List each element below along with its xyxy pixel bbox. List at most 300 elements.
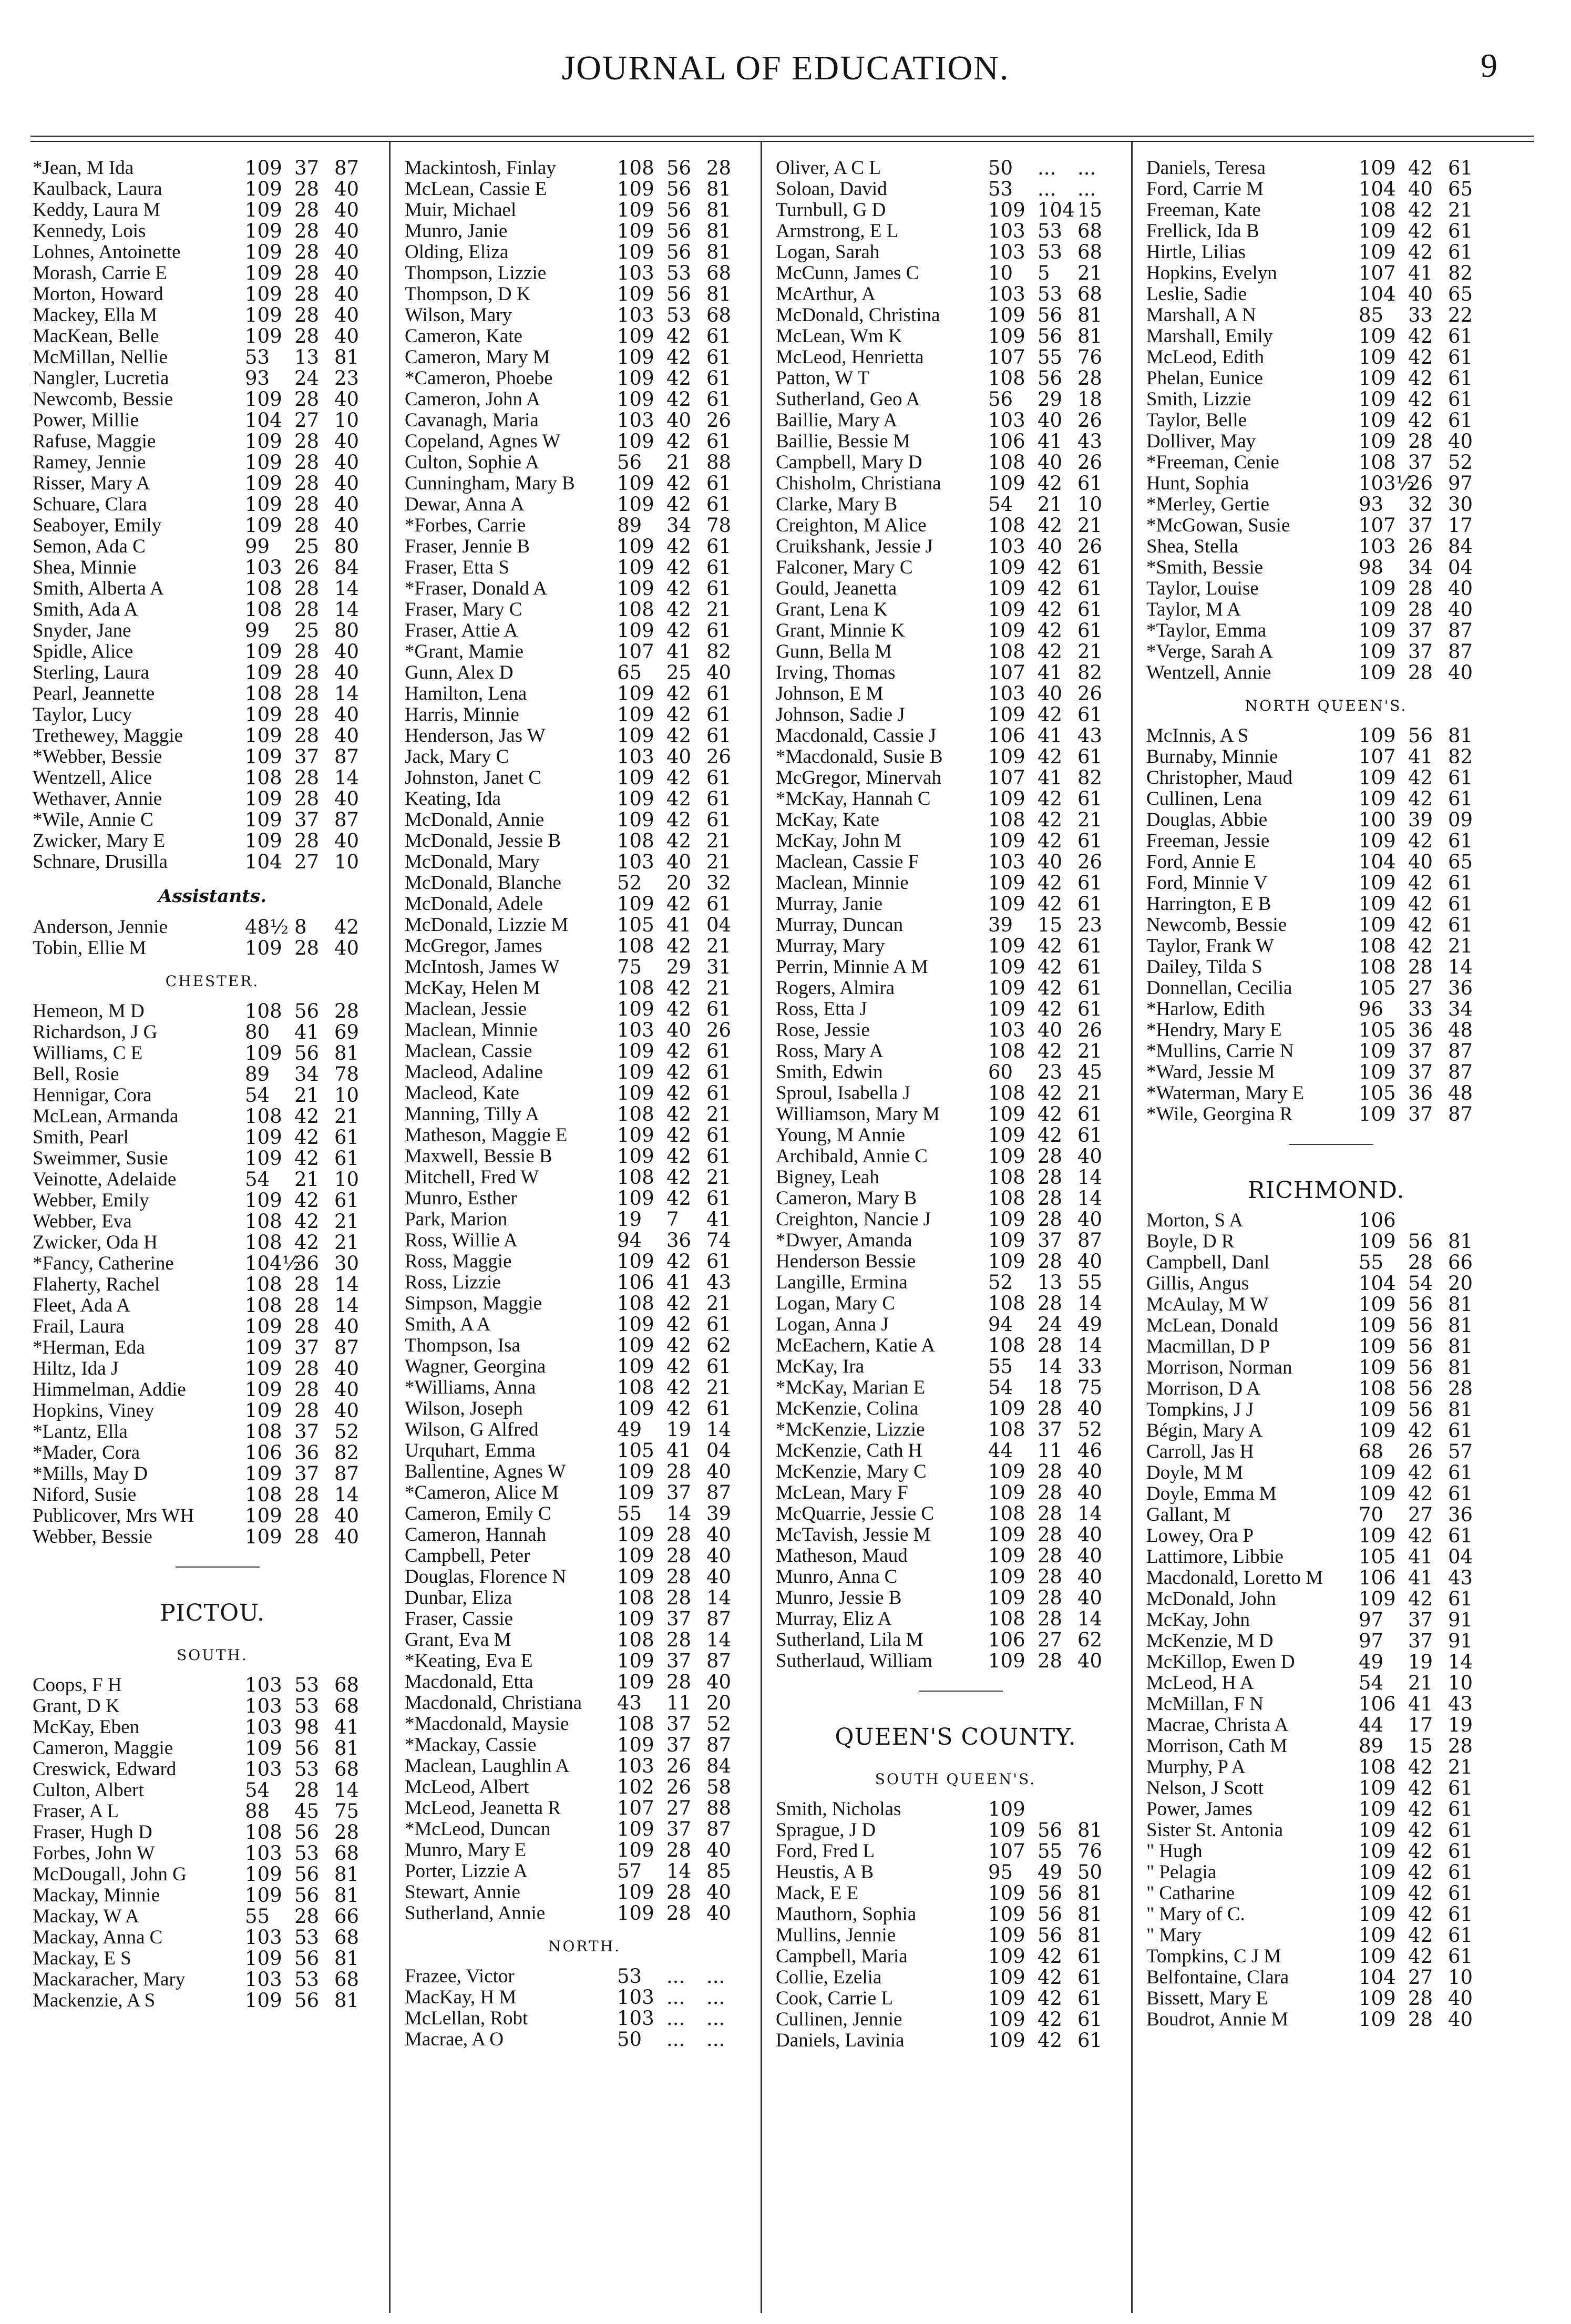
grant-dollars: 37 <box>1408 451 1433 474</box>
list-item <box>23 1906 402 1927</box>
days-taught: 109 <box>988 556 1025 579</box>
list-item <box>395 1314 774 1335</box>
teacher-name: Macdonald, Cassie J <box>776 725 937 746</box>
grant-dollars: 42 <box>1038 893 1063 915</box>
grant-dollars: 42 <box>666 1166 692 1189</box>
list-item <box>395 915 774 936</box>
grant-cents: 82 <box>1448 262 1473 284</box>
days-taught: 109 <box>988 830 1025 852</box>
days-taught: 109 <box>1359 1798 1396 1820</box>
grant-cents: 87 <box>334 1462 360 1485</box>
list-item <box>766 789 1145 810</box>
grant-cents: 61 <box>706 1061 732 1083</box>
list-item <box>766 1883 1145 1904</box>
days-taught: 94 <box>988 1313 1013 1336</box>
days-taught: 109 <box>245 1357 282 1380</box>
teacher-name: McArthur, A <box>776 283 876 305</box>
grant-dollars: 40 <box>1038 409 1063 432</box>
grant-cents: 87 <box>1448 1061 1473 1083</box>
grant-dollars: 42 <box>1408 1945 1433 1968</box>
teacher-name: Pearl, Jeannette <box>33 683 155 704</box>
list-item <box>23 1379 402 1400</box>
grant-dollars: 37 <box>1408 640 1433 663</box>
teacher-name: Donnellan, Cecilia <box>1146 977 1292 999</box>
teacher-name: Kennedy, Lois <box>33 220 146 242</box>
teacher-name: Mullins, Jennie <box>776 1924 896 1946</box>
grant-dollars: 28 <box>294 514 320 537</box>
grant-cents: 88 <box>706 1797 732 1819</box>
grant-cents: 61 <box>1448 325 1473 347</box>
grant-cents: 61 <box>334 1189 360 1212</box>
grant-dollars: 18 <box>1038 1376 1063 1399</box>
list-item <box>1137 1946 1515 1967</box>
grant-dollars: 42 <box>1408 1903 1433 1926</box>
grant-dollars: 28 <box>294 682 320 705</box>
list-item <box>766 1482 1145 1503</box>
grant-dollars: 28 <box>294 640 320 663</box>
teacher-name: Mackay, Anna C <box>33 1927 163 1948</box>
teacher-name: *Lantz, Ella <box>33 1421 128 1442</box>
days-taught: 103 <box>617 409 654 432</box>
teacher-name: Bell, Rosie <box>33 1063 119 1085</box>
grant-dollars: 28 <box>666 1565 692 1588</box>
list-item <box>1137 1041 1515 1062</box>
days-taught: 108 <box>988 1082 1025 1104</box>
grant-cents: 43 <box>1448 1567 1473 1589</box>
teacher-name: Jack, Mary C <box>405 746 509 767</box>
grant-dollars: 42 <box>666 998 692 1020</box>
list-item <box>23 1780 402 1801</box>
grant-dollars: 41 <box>1038 766 1063 789</box>
grant-dollars: 56 <box>294 1000 320 1022</box>
grant-cents: 40 <box>1448 577 1473 600</box>
list-item <box>766 578 1145 599</box>
grant-dollars: 28 <box>1038 1460 1063 1483</box>
teacher-name: Macmillan, D P <box>1146 1336 1270 1357</box>
list-item <box>23 1864 402 1885</box>
grant-cents: 40 <box>334 199 360 221</box>
grant-cents: 68 <box>334 1926 360 1949</box>
teacher-name: Lowey, Ora P <box>1146 1525 1254 1547</box>
days-taught: 105 <box>1359 977 1396 999</box>
list-item <box>23 1442 402 1463</box>
days-taught: 104½ <box>245 1252 301 1275</box>
grant-dollars: 42 <box>1408 199 1433 221</box>
days-taught: 103 <box>617 745 654 768</box>
grant-dollars: 42 <box>1038 1945 1063 1968</box>
grant-cents: 61 <box>1077 977 1103 999</box>
teacher-name: Gould, Jeanetta <box>776 578 897 599</box>
list-item <box>395 1377 774 1398</box>
grant-dollars: 41 <box>1408 262 1433 284</box>
days-taught: 109 <box>617 1544 654 1567</box>
column-1 <box>23 158 402 2011</box>
teacher-name: Maclean, Cassie <box>405 1040 532 1062</box>
teacher-name: *Wile, Annie C <box>33 809 153 831</box>
grant-cents: 62 <box>1077 1629 1103 1651</box>
days-taught: 109 <box>245 1399 282 1422</box>
teacher-name: Culton, Sophie A <box>405 452 539 473</box>
grant-dollars: 42 <box>666 1355 692 1378</box>
grant-cents: 61 <box>706 766 732 789</box>
grant-dollars: 42 <box>666 493 692 516</box>
grant-cents: ... <box>706 1965 725 1988</box>
teacher-name: *Freeman, Cenie <box>1146 452 1279 473</box>
days-taught: 99 <box>245 619 270 642</box>
teacher-name: *Ward, Jessie M <box>1146 1061 1275 1083</box>
teacher-name: *McGowan, Susie <box>1146 515 1290 536</box>
list-item <box>395 263 774 284</box>
days-taught: 108 <box>245 577 282 600</box>
grant-dollars: 25 <box>666 661 692 684</box>
teacher-name: Urquhart, Emma <box>405 1440 536 1461</box>
teacher-name: Newcomb, Bessie <box>1146 914 1287 936</box>
grant-dollars: 28 <box>1038 1565 1063 1588</box>
teacher-name: McLellan, Robt <box>405 2008 528 2029</box>
days-taught: 107 <box>1359 514 1396 537</box>
list-item <box>395 999 774 1020</box>
teacher-name: Mauthorn, Sophia <box>776 1903 917 1925</box>
list-item <box>766 746 1145 767</box>
county-heading: QUEEN'S COUNTY. <box>835 1724 1076 1750</box>
grant-cents: 87 <box>334 1336 360 1359</box>
days-taught: 105 <box>1359 1019 1396 1041</box>
list-item <box>1137 326 1515 347</box>
teacher-name: Seaboyer, Emily <box>33 515 162 536</box>
teacher-name: Murray, Eliz A <box>776 1608 892 1630</box>
grant-dollars: 42 <box>666 577 692 600</box>
list-item <box>766 1125 1145 1146</box>
grant-cents: 81 <box>334 1989 360 2012</box>
days-taught: 109 <box>245 178 282 200</box>
grant-dollars: 42 <box>666 430 692 453</box>
days-taught: 108 <box>617 1713 654 1735</box>
grant-cents: 21 <box>1448 199 1473 221</box>
list-item <box>23 1675 402 1696</box>
teacher-name: Trethewey, Maggie <box>33 725 183 746</box>
list-item <box>23 494 402 515</box>
list-item <box>766 1967 1145 1988</box>
days-taught: 108 <box>245 682 282 705</box>
grant-dollars: 20 <box>666 872 692 894</box>
teacher-name: " Mary of C. <box>1146 1903 1245 1925</box>
teacher-name: Maclean, Minnie <box>776 872 909 894</box>
days-taught: 109 <box>617 682 654 705</box>
grant-dollars: 42 <box>666 1397 692 1420</box>
grant-dollars: 42 <box>1038 977 1063 999</box>
grant-dollars: 42 <box>294 1231 320 1254</box>
grant-cents: 61 <box>334 1147 360 1170</box>
days-taught: 54 <box>245 1168 270 1191</box>
days-taught: 109 <box>988 598 1025 621</box>
teacher-name: Copeland, Agnes W <box>405 431 561 452</box>
grant-dollars: 55 <box>1038 346 1063 368</box>
days-taught: 85 <box>1359 304 1384 326</box>
list-item <box>395 746 774 767</box>
list-item <box>1137 284 1515 305</box>
grant-cents: 34 <box>1448 998 1473 1020</box>
grant-cents: 61 <box>706 787 732 810</box>
days-taught: 109 <box>1359 766 1396 789</box>
days-taught: 108 <box>988 1334 1025 1357</box>
teacher-name: McLeod, Jeanetta R <box>405 1797 561 1819</box>
teacher-name: *McLeod, Duncan <box>405 1818 551 1840</box>
list-item <box>1137 852 1515 873</box>
grant-cents: 61 <box>706 1040 732 1062</box>
days-taught: 109 <box>245 1526 282 1548</box>
grant-dollars: 42 <box>1038 1124 1063 1146</box>
list-item <box>766 957 1145 978</box>
teacher-name: Ballentine, Agnes W <box>405 1461 566 1482</box>
list-item <box>395 452 774 473</box>
teacher-name: *Wile, Georgina R <box>1146 1103 1293 1125</box>
teacher-name: Cameron, John A <box>405 388 540 410</box>
grant-cents: 68 <box>334 1674 360 1696</box>
teacher-name: Rafuse, Maggie <box>33 431 156 452</box>
grant-dollars: 41 <box>1408 1693 1433 1715</box>
grant-cents: 87 <box>334 745 360 768</box>
grant-cents: 61 <box>1448 787 1473 810</box>
days-taught: 109 <box>617 472 654 495</box>
grant-dollars: 41 <box>1408 1545 1433 1568</box>
teacher-name: Grant, Minnie K <box>776 620 905 641</box>
grant-dollars: 41 <box>666 914 692 936</box>
grant-cents: 61 <box>1448 1419 1473 1442</box>
days-taught: 108 <box>617 1376 654 1399</box>
teacher-name: Richardson, J G <box>33 1021 158 1043</box>
grant-cents: 61 <box>1077 1124 1103 1146</box>
teacher-name: *McKenzie, Lizzie <box>776 1419 925 1440</box>
grant-dollars: 28 <box>294 283 320 305</box>
teacher-name: Sweimmer, Susie <box>33 1148 168 1169</box>
list-item <box>395 389 774 410</box>
grant-dollars: ... <box>1038 157 1056 179</box>
days-taught: 109 <box>617 1145 654 1168</box>
grant-dollars: 56 <box>294 1884 320 1907</box>
list-item <box>766 1062 1145 1083</box>
grant-cents: 61 <box>706 1082 732 1104</box>
grant-cents: 36 <box>1448 1503 1473 1526</box>
days-taught: 109 <box>617 220 654 242</box>
teacher-name: Snyder, Jane <box>33 620 131 641</box>
teacher-name: Dolliver, May <box>1146 431 1256 452</box>
grant-cents: 61 <box>1077 472 1103 495</box>
grant-cents: 61 <box>1448 346 1473 368</box>
days-taught: 109 <box>245 1147 282 1170</box>
grant-cents: 61 <box>1448 220 1473 242</box>
teacher-name: Sutherland, Annie <box>405 1902 546 1924</box>
list-item <box>1137 1862 1515 1883</box>
grant-dollars: 40 <box>1408 851 1433 873</box>
grant-dollars: 36 <box>1408 1082 1433 1104</box>
grant-dollars: 56 <box>1038 325 1063 347</box>
teacher-name: Morrison, D A <box>1146 1378 1260 1399</box>
days-taught: 109 <box>245 830 282 852</box>
grant-cents: 40 <box>1077 1250 1103 1273</box>
grant-dollars: 42 <box>666 325 692 347</box>
teacher-name: Olding, Eliza <box>405 241 509 263</box>
grant-dollars: ... <box>666 1965 685 1988</box>
grant-dollars: 21 <box>1408 1672 1433 1694</box>
grant-dollars: 40 <box>1038 451 1063 474</box>
grant-dollars: 37 <box>1408 1040 1433 1062</box>
teacher-name: McLean, Armanda <box>33 1105 179 1127</box>
grant-cents: 68 <box>334 1758 360 1780</box>
days-taught: 109 <box>1359 388 1396 411</box>
grant-cents: 21 <box>1077 808 1103 831</box>
list-item <box>395 1272 774 1293</box>
grant-dollars: 42 <box>1408 1924 1433 1947</box>
grant-cents: 84 <box>706 1755 732 1777</box>
days-taught: 109 <box>988 1544 1025 1567</box>
grant-dollars: 28 <box>1408 956 1433 978</box>
days-taught: 109 <box>988 1798 1025 1820</box>
teacher-name: Baillie, Bessie M <box>776 431 910 452</box>
grant-dollars: 41 <box>1408 745 1433 768</box>
list-item <box>23 1106 402 1127</box>
days-taught: 109 <box>245 1336 282 1359</box>
grant-dollars: 28 <box>294 199 320 221</box>
days-taught: 54 <box>988 1376 1013 1399</box>
grant-cents: 61 <box>1077 2029 1103 2052</box>
grant-dollars: 28 <box>294 1779 320 1801</box>
teacher-name: Hiltz, Ida J <box>33 1358 119 1379</box>
days-taught: 103 <box>988 1019 1025 1041</box>
grant-cents: 40 <box>1077 1208 1103 1231</box>
list-item <box>1137 936 1515 957</box>
list-item <box>395 410 774 431</box>
list-item <box>395 641 774 662</box>
list-item <box>23 1001 402 1022</box>
grant-cents: 18 <box>1077 388 1103 411</box>
days-taught: 109 <box>988 1586 1025 1609</box>
grant-cents: 04 <box>706 914 732 936</box>
grant-dollars: 42 <box>666 598 692 621</box>
grant-cents: 61 <box>706 556 732 579</box>
grant-dollars: 42 <box>1408 325 1433 347</box>
grant-cents: 61 <box>1077 2008 1103 2031</box>
list-item <box>23 1927 402 1948</box>
grant-cents: 28 <box>1448 1735 1473 1757</box>
teacher-name: Mackey, Ella M <box>33 304 157 326</box>
list-item <box>1137 221 1515 242</box>
days-taught: 50 <box>617 2028 642 2051</box>
grant-dollars: 42 <box>666 830 692 852</box>
list-item <box>1137 662 1515 683</box>
list-item <box>395 536 774 557</box>
grant-dollars: 25 <box>294 619 320 642</box>
teacher-name: Mackintosh, Finlay <box>405 157 556 179</box>
list-item <box>766 936 1145 957</box>
days-taught: 109 <box>988 1103 1025 1125</box>
list-item <box>23 1169 402 1190</box>
list-item <box>1137 1925 1515 1946</box>
grant-cents: 40 <box>334 1399 360 1422</box>
grant-cents: 61 <box>1448 1903 1473 1926</box>
list-item <box>395 662 774 683</box>
list-item <box>766 1377 1145 1398</box>
grant-dollars: 28 <box>294 577 320 600</box>
teacher-name: McKenzie, Mary C <box>776 1461 927 1482</box>
list-item <box>23 200 402 221</box>
list-item <box>395 1356 774 1377</box>
grant-dollars: 28 <box>294 325 320 347</box>
list-item <box>766 1314 1145 1335</box>
grant-dollars: 56 <box>666 283 692 305</box>
grant-dollars: 56 <box>1408 1398 1433 1421</box>
days-taught: 104 <box>1359 1966 1396 1989</box>
grant-dollars: 37 <box>294 1336 320 1359</box>
grant-dollars: 21 <box>666 451 692 474</box>
list-item <box>766 221 1145 242</box>
grant-cents: 61 <box>1077 956 1103 978</box>
grant-cents: 21 <box>334 1105 360 1128</box>
days-taught: 109 <box>1359 1061 1396 1083</box>
days-taught: 109 <box>988 1924 1025 1947</box>
teacher-name: Frazee, Victor <box>405 1965 515 1987</box>
list-item <box>23 1990 402 2011</box>
list-item <box>766 1251 1145 1272</box>
list-item <box>1137 1062 1515 1083</box>
list-item <box>766 1272 1145 1293</box>
grant-cents: 61 <box>1077 745 1103 768</box>
grant-cents: 81 <box>1077 304 1103 326</box>
days-taught: 105 <box>617 914 654 936</box>
days-taught: 108 <box>245 1105 282 1128</box>
grant-dollars: 28 <box>294 661 320 684</box>
days-taught: 109 <box>617 1082 654 1104</box>
list-item <box>395 1251 774 1272</box>
list-item <box>395 1209 774 1230</box>
grant-dollars: 7 <box>666 1208 679 1231</box>
list-item <box>766 368 1145 389</box>
grant-dollars: 41 <box>666 1439 692 1462</box>
grant-cents: 45 <box>1077 1061 1103 1083</box>
teacher-name: Munro, Mary E <box>405 1839 527 1861</box>
list-item <box>766 1230 1145 1251</box>
days-taught: 109 <box>1359 430 1396 453</box>
list-item <box>1137 1441 1515 1462</box>
grant-dollars: 28 <box>1038 1608 1063 1630</box>
grant-cents: 40 <box>334 325 360 347</box>
teacher-name: McIntosh, James W <box>405 956 560 978</box>
days-taught: 106 <box>988 724 1025 747</box>
grant-cents: 81 <box>1448 724 1473 747</box>
grant-cents: 81 <box>706 283 732 305</box>
days-taught: 109 <box>245 451 282 474</box>
days-taught: 109 <box>617 388 654 411</box>
grant-cents: 36 <box>1448 977 1473 999</box>
list-item <box>395 1777 774 1798</box>
grant-dollars: 36 <box>294 1441 320 1464</box>
days-taught: 109 <box>988 1481 1025 1504</box>
grant-dollars: 42 <box>1038 1040 1063 1062</box>
days-taught: 109 <box>988 1250 1025 1273</box>
grant-cents: 14 <box>334 1779 360 1801</box>
grant-dollars: 28 <box>1408 1987 1433 2010</box>
days-taught: 109 <box>988 893 1025 915</box>
grant-dollars: 29 <box>666 956 692 978</box>
grant-dollars: 49 <box>1038 1861 1063 1883</box>
grant-cents: 14 <box>706 1586 732 1609</box>
grant-dollars: 28 <box>294 493 320 516</box>
days-taught: 52 <box>988 1271 1013 1294</box>
journal-title: JOURNAL OF EDUCATION. <box>561 49 1010 87</box>
grant-cents: 81 <box>334 1884 360 1907</box>
grant-cents: 21 <box>1448 1756 1473 1778</box>
days-taught: 108 <box>988 1187 1025 1210</box>
teacher-name: McKenzie, Cath H <box>776 1440 922 1461</box>
